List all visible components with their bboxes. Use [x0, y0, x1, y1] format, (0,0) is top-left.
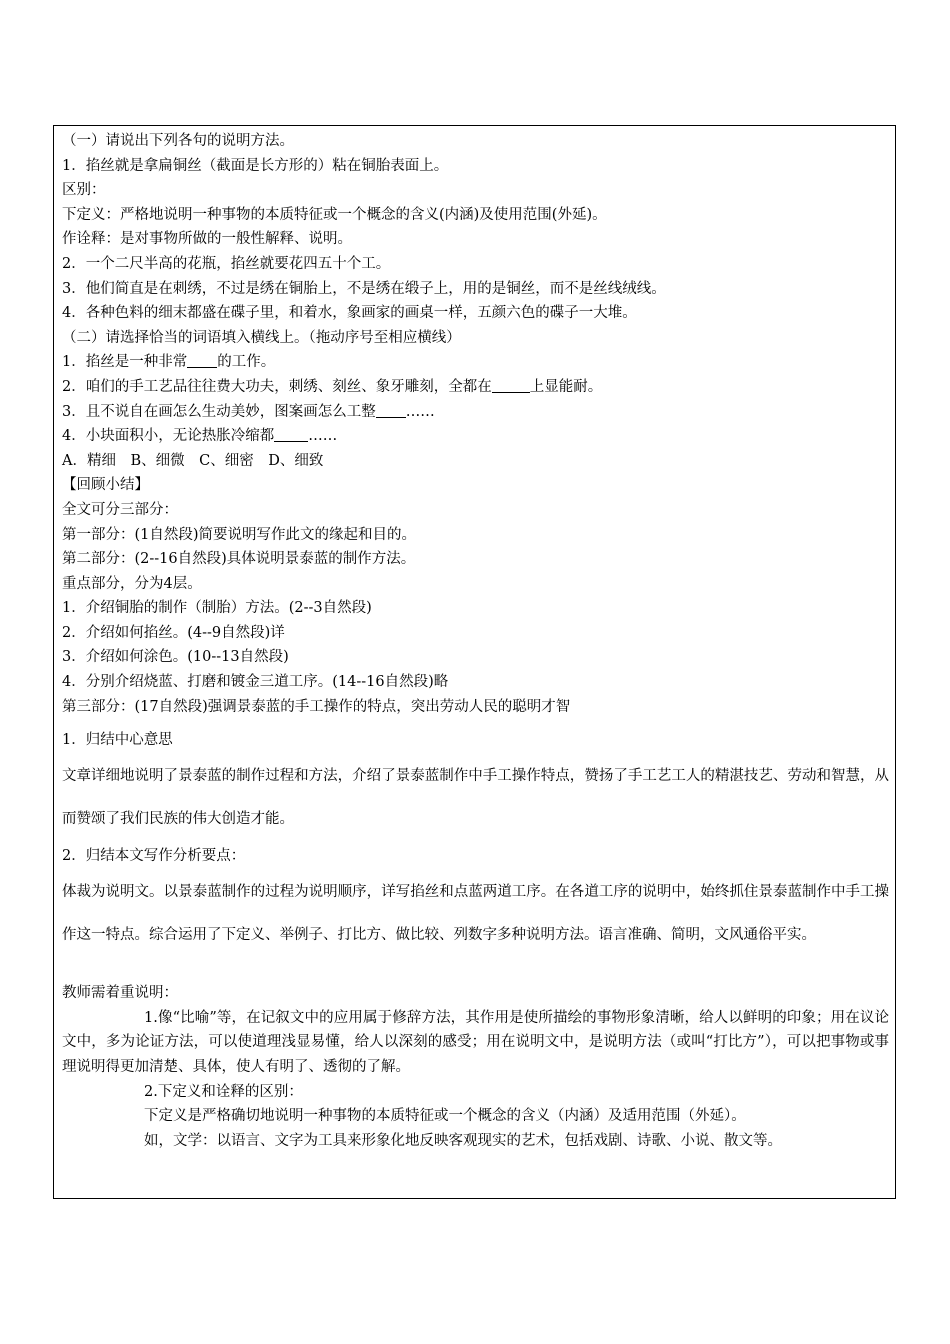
- teacher-note-2-example: 如，文学：以语言、文字为工具来形象化地反映客观现实的艺术，包括戏剧、诗歌、小说、散文等。: [144, 1132, 782, 1149]
- summary-part-1: 第一部分：(1自然段)简要说明写作此文的缘起和目的。: [62, 526, 417, 543]
- part1-question-3: 3．他们简直是在刺绣，不过是绣在铜胎上，不是绣在缎子上，用的是铜丝，而不是丝线绒线。: [62, 280, 666, 297]
- fill-question-1-start: 1．掐丝是一种非常: [62, 354, 188, 371]
- fill-blank-4[interactable]: [274, 427, 308, 442]
- part1-question-1: 1．掐丝就是拿扁铜丝（截面是长方形的）粘在铜胎表面上。: [62, 157, 449, 174]
- fill-question-3-start: 3．且不说自在画怎么生动美妙，图案画怎么工整: [62, 403, 376, 420]
- analysis-text: 体裁为说明文。以景泰蓝制作的过程为说明顺序，详写掐丝和点蓝两道工序。在各道工序的说明中，始终抓住景泰蓝制作中手工操作这一特点。综合运用了下定义、举例子、打比方、做比较、列数字多种说明方法。语言准确、简明，文风通俗平实。: [62, 884, 889, 944]
- content-frame: [53, 125, 896, 1199]
- fill-question-4-end: ……: [308, 428, 338, 445]
- summary-part-3: 第三部分：(17自然段)强调景泰蓝的手工操作的特点，突出劳动人民的聪明才智: [62, 698, 571, 715]
- part1-question-2: 2．一个二尺半高的花瓶，掐丝就要花四五十个工。: [62, 255, 391, 272]
- content-body: [62, 129, 889, 1153]
- summary-focus: 重点部分，分为4层。: [62, 575, 202, 592]
- fill-blank-2[interactable]: [492, 378, 530, 393]
- teacher-note-1: 1.像“比喻”等，在记叙文中的应用属于修辞方法，其作用是使所描绘的事物形象清晰，给人以鲜明的印象；用在议论文中，多为论证方法，可以使道理浅显易懂，给人以深刻的感受；用在说明文中，是说明方法（或叫“打比方”），可以把事物或事理说明得更加清楚、具体，使人有明了、透彻的了解。: [62, 1009, 889, 1076]
- definition-text: 下定义：严格地说明一种事物的本质特征或一个概念的含义(内涵)及使用范围(外延)。: [62, 206, 607, 223]
- teacher-note-2-definition: 下定义是严格确切地说明一种事物的本质特征或一个概念的含义（内涵）及适用范围（外延）。: [144, 1108, 746, 1125]
- fill-question-1-end: 的工作。: [217, 354, 276, 371]
- fill-question-2-end: 上显能耐。: [529, 378, 603, 395]
- summary-intro: 全文可分三部分：: [62, 501, 178, 518]
- summary-layer-2: 2．介绍如何掐丝。(4--9自然段)详: [62, 624, 285, 641]
- fill-question-2: [62, 375, 889, 400]
- fill-question-3-end: ……: [405, 403, 435, 420]
- part1-question-4: 4．各种色料的细末都盛在碟子里，和着水，象画家的画桌一样，五颜六色的碟子一大堆。: [62, 305, 637, 322]
- fill-question-3: [62, 400, 889, 425]
- fill-question-1: [62, 350, 889, 375]
- distinction-label: 区别：: [62, 182, 106, 199]
- summary-heading: 【回顾小结】: [62, 477, 149, 494]
- fill-question-2-start: 2．咱们的手工艺品往往费大功夫，刺绣、刻丝、象牙雕刻，全都在: [62, 378, 492, 395]
- fill-question-4-start: 4．小块面积小，无论热胀冷缩都: [62, 428, 275, 445]
- fill-question-4: [62, 424, 889, 449]
- summary-layer-3: 3．介绍如何涂色。(10--13自然段): [62, 649, 289, 666]
- main-idea-heading: 1．归结中心意思: [62, 732, 173, 749]
- summary-layer-1: 1．介绍铜胎的制作（制胎）方法。(2--3自然段): [62, 600, 372, 617]
- teacher-note-2: 2.下定义和诠释的区别：: [144, 1083, 303, 1100]
- annotation-text: 作诠释：是对事物所做的一般性解释、说明。: [62, 231, 352, 248]
- main-idea-text: 文章详细地说明了景泰蓝的制作过程和方法，介绍了景泰蓝制作中手工操作特点，赞扬了手工艺工人的精湛技艺、劳动和智慧，从而赞颂了我们民族的伟大创造才能。: [62, 768, 889, 828]
- summary-part-2: 第二部分：(2--16自然段)具体说明景泰蓝的制作方法。: [62, 551, 416, 568]
- part1-heading: （一）请说出下列各句的说明方法。: [62, 133, 294, 149]
- analysis-heading: 2．归结本文写作分析要点：: [62, 848, 246, 865]
- part2-heading: （二）请选择恰当的词语填入横线上。（拖动序号至相应横线）: [62, 329, 461, 346]
- teacher-heading: 教师需着重说明：: [62, 985, 178, 1002]
- summary-layer-4: 4．分别介绍烧蓝、打磨和镀金三道工序。(14--16自然段)略: [62, 674, 449, 691]
- answer-options[interactable]: A．精细 B、细微 C、细密 D、细致: [62, 452, 324, 469]
- fill-blank-1[interactable]: [187, 353, 217, 368]
- fill-blank-3[interactable]: [376, 403, 406, 418]
